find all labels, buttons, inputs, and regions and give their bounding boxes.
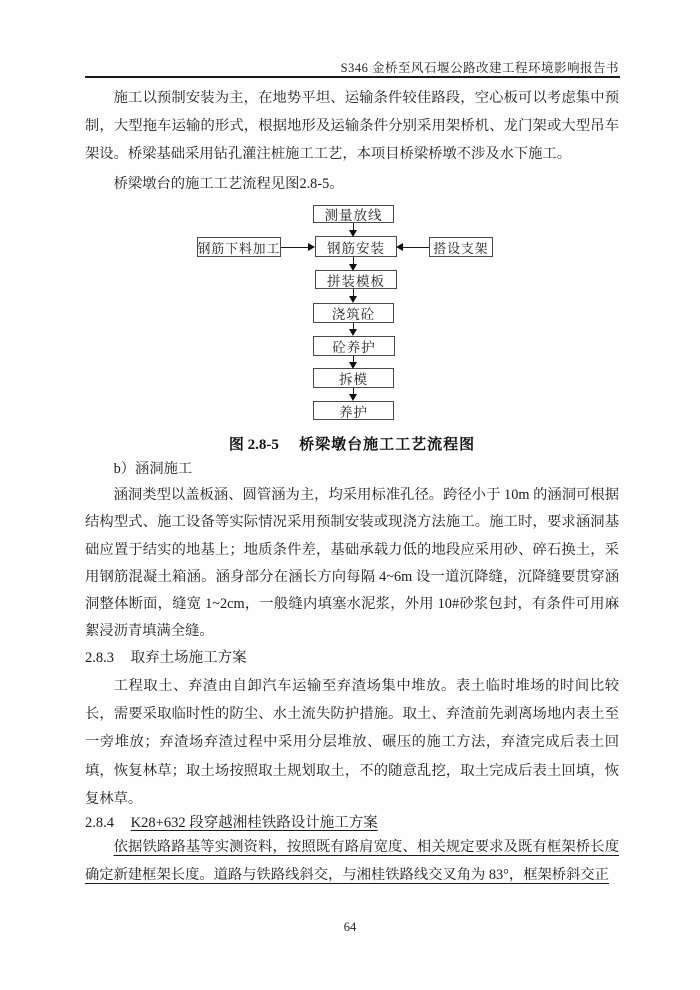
figure-caption-text: 桥梁墩台施工工艺流程图 (299, 437, 476, 453)
arrow-left-icon (396, 243, 403, 251)
flowchart-node-rebar-install: 钢筋安装 (315, 236, 397, 257)
flowchart-node-rebar-cut: 钢筋下料加工 (197, 237, 281, 257)
arrow-down-icon (349, 329, 357, 336)
flowchart-node-curing: 养护 (313, 401, 394, 420)
flowchart-node-strip-formwork: 拆模 (313, 368, 394, 388)
arrow-down-icon (349, 362, 357, 369)
flowchart-bridge-pier-process (190, 200, 510, 430)
page-number: 64 (343, 920, 357, 934)
section-number: 2.8.4 (85, 815, 114, 831)
section-title: K28+632 段穿越湘桂铁路设计施工方案 (130, 815, 378, 831)
flowchart-node-pour-concrete: 浇筑砼 (313, 303, 394, 323)
flowchart-node-concrete-curing: 砼养护 (313, 336, 395, 356)
subheading-culvert-construction: b）涵洞施工 (113, 461, 193, 477)
figure-caption-number: 图 2.8-5 (228, 437, 279, 453)
header-rule (85, 76, 620, 78)
arrow-down-icon (349, 296, 357, 303)
paragraph-borrow-spoil: 工程取土、弃渣由自卸汽车运输至弃渣场集中堆放。表土临时堆场的时间比较长，需要采取临时性的防尘、水土流失防护措施。取土、弃渣前先剥离场地内表土至一旁堆放；弃渣场弃渣过程中采用分层堆放、碾压的施工方法，弃渣完成后表土回填，恢复林草；取土场按照取土规划取土，不的随意乱挖，取土完成后表土回填，恢复林草。 (85, 678, 619, 807)
paragraph-culvert: 涵洞类型以盖板涵、圆管涵为主，均采用标准孔径。跨径小于 10m 的涵洞可根据结构型式、施工设备等实际情况采用预制安装或现浇方法施工。施工时，要求涵洞基础应置于结实的地基上；地质条件差，基础承载力低的地段应采用砂、碎石换土，采用钢筋混凝土箱涵。涵身部分在涵长方向每隔 4~6m 设一道沉降缝，沉降缝要贯穿涵洞整体断面，缝宽 1~2cm，一般缝内填塞水泥浆，外用 10#砂浆包封，有条件可用麻絮浸沥青填满全缝。 (85, 487, 619, 640)
section-heading-2-8-4 (85, 809, 619, 837)
arrow-left-stem (403, 247, 429, 248)
running-header: S346 金桥至风石堰公路改建工程环境影响报告书 (340, 61, 619, 75)
flowchart-node-survey: 测量放线 (313, 205, 394, 223)
arrow-down-icon (349, 230, 357, 237)
arrow-down-icon (349, 394, 357, 401)
paragraph-railway-crossing: 依据铁路路基等实测资料，按照既有路肩宽度、相关规定要求及既有框架桥长度确定新建框架长度。道路与铁路线斜交，与湘桂铁路线交叉角为 83°，框架桥斜交正 (85, 839, 619, 883)
flowchart-node-formwork: 拼装模板 (315, 270, 397, 289)
arrow-down-icon (349, 264, 357, 271)
arrow-right-icon (308, 243, 315, 251)
flowchart-node-scaffold: 搭设支架 (429, 237, 493, 257)
arrow-right-stem (281, 247, 309, 248)
section-number: 2.8.3 (85, 650, 114, 666)
paragraph-figure-reference: 桥梁墩台的施工工艺流程见图2.8-5。 (113, 176, 344, 192)
section-title: 取弃土场施工方案 (130, 650, 247, 666)
section-heading-2-8-3 (85, 644, 619, 672)
paragraph-bridge-construction: 施工以预制安装为主，在地势平坦、运输条件较佳路段，空心板可以考虑集中预制，大型拖车运输的形式，根据地形及运输条件分别采用架桥机、龙门架或大型吊车架设。桥梁基础采用钻孔灌注桩施工工艺，本项目桥梁桥墩不涉及水下施工。 (85, 90, 619, 163)
